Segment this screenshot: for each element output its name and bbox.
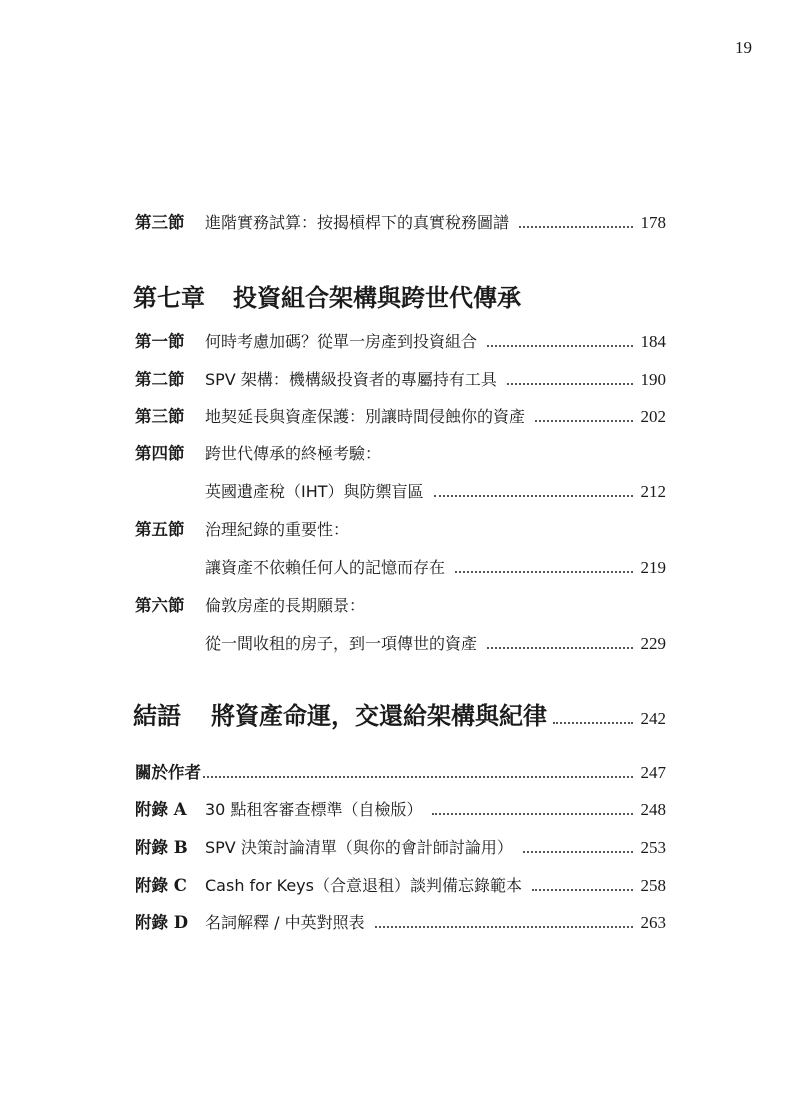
appendix-page: 258 (640, 876, 666, 895)
section-label: 第二節 (135, 370, 185, 389)
section-subtitle: 讓資產不依賴任何人的記憶而存在 (205, 558, 446, 577)
dot-leader (532, 889, 633, 891)
section-label: 第六節 (135, 596, 185, 615)
toc-entry-about-author[interactable] (135, 761, 666, 785)
toc-entry-ch6-sec3[interactable] (135, 211, 666, 235)
section-page: 219 (640, 558, 666, 577)
appendix-title: 30 點租客審查標準（自檢版） (205, 800, 423, 819)
dot-leader (553, 722, 633, 724)
toc-entry-appendix-d[interactable] (135, 911, 666, 935)
toc-entry-ch7-sec2[interactable] (135, 368, 666, 392)
toc-entry-ch7-sec3[interactable] (135, 405, 666, 429)
toc-entry-ch7-sec5-cont[interactable] (205, 556, 666, 580)
appendix-label: 附錄 C (135, 876, 187, 895)
appendix-page: 248 (640, 800, 666, 819)
section-title: 倫敦房產的長期願景： (205, 596, 366, 615)
section-subtitle: 英國遺產稅（IHT）與防禦盲區 (205, 482, 424, 501)
section-title: SPV 架構：機構級投資者的專屬持有工具 (205, 370, 497, 389)
dot-leader (507, 383, 633, 385)
dot-leader (487, 647, 632, 649)
toc-entry-epilogue[interactable] (133, 696, 666, 731)
dot-leader (455, 571, 632, 573)
about-label: 關於作者 (135, 763, 201, 782)
toc-entry-ch7-sec4-cont[interactable] (205, 480, 666, 504)
toc-entry-appendix-c[interactable] (135, 874, 666, 898)
section-label: 第五節 (135, 520, 185, 539)
toc-entry-ch7-sec5[interactable] (135, 518, 666, 542)
page-number: 19 (735, 38, 752, 57)
chapter-label: 第七章 (133, 283, 205, 312)
section-title: 治理紀錄的重要性： (205, 520, 350, 539)
section-title: 進階實務試算：按揭槓桿下的真實稅務圖譜 (205, 213, 510, 232)
toc-entry-appendix-a[interactable] (135, 798, 666, 822)
section-label: 第三節 (135, 407, 185, 426)
dot-leader (487, 345, 632, 347)
dot-leader (434, 495, 633, 497)
section-page: 229 (640, 634, 666, 653)
appendix-page: 263 (640, 913, 666, 932)
section-title: 何時考慮加碼？從單一房產到投資組合 (205, 332, 478, 351)
section-page: 212 (640, 482, 666, 501)
appendix-title: Cash for Keys（合意退租）談判備忘錄範本 (205, 876, 522, 895)
epilogue-title: 將資產命運，交還給架構與紀律 (211, 701, 547, 730)
appendix-label: 附錄 B (135, 838, 188, 857)
section-label: 第四節 (135, 444, 185, 463)
toc-entry-ch7-sec1[interactable] (135, 330, 666, 354)
dot-leader (523, 851, 633, 853)
about-page: 247 (640, 763, 666, 782)
appendix-page: 253 (640, 838, 666, 857)
appendix-label: 附錄 D (135, 913, 189, 932)
appendix-title: 名詞解釋 / 中英對照表 (205, 913, 365, 932)
section-title: 跨世代傳承的終極考驗： (205, 444, 382, 463)
toc-entry-ch7-sec4[interactable] (135, 442, 666, 466)
chapter-title: 投資組合架構與跨世代傳承 (233, 283, 521, 312)
dot-leader (203, 776, 633, 778)
dot-leader (519, 226, 632, 228)
epilogue-label: 結語 (133, 701, 181, 730)
section-page: 178 (640, 213, 666, 232)
epilogue-page: 242 (640, 709, 666, 728)
section-page: 190 (640, 370, 666, 389)
dot-leader (432, 813, 632, 815)
appendix-title: SPV 決策討論清單（與你的會計師討論用） (205, 838, 513, 857)
section-page: 202 (640, 407, 666, 426)
section-title: 地契延長與資產保護：別讓時間侵蝕你的資產 (205, 407, 526, 426)
toc-entry-ch7-sec6[interactable] (135, 594, 666, 618)
section-subtitle: 從一間收租的房子，到一項傳世的資產 (205, 634, 478, 653)
appendix-label: 附錄 A (135, 800, 187, 819)
section-page: 184 (640, 332, 666, 351)
chapter-7-heading[interactable] (133, 278, 521, 313)
section-label: 第三節 (135, 213, 185, 232)
section-label: 第一節 (135, 332, 185, 351)
toc-entry-ch7-sec6-cont[interactable] (205, 632, 666, 656)
dot-leader (535, 420, 632, 422)
dot-leader (375, 926, 633, 928)
toc-entry-appendix-b[interactable] (135, 836, 666, 860)
